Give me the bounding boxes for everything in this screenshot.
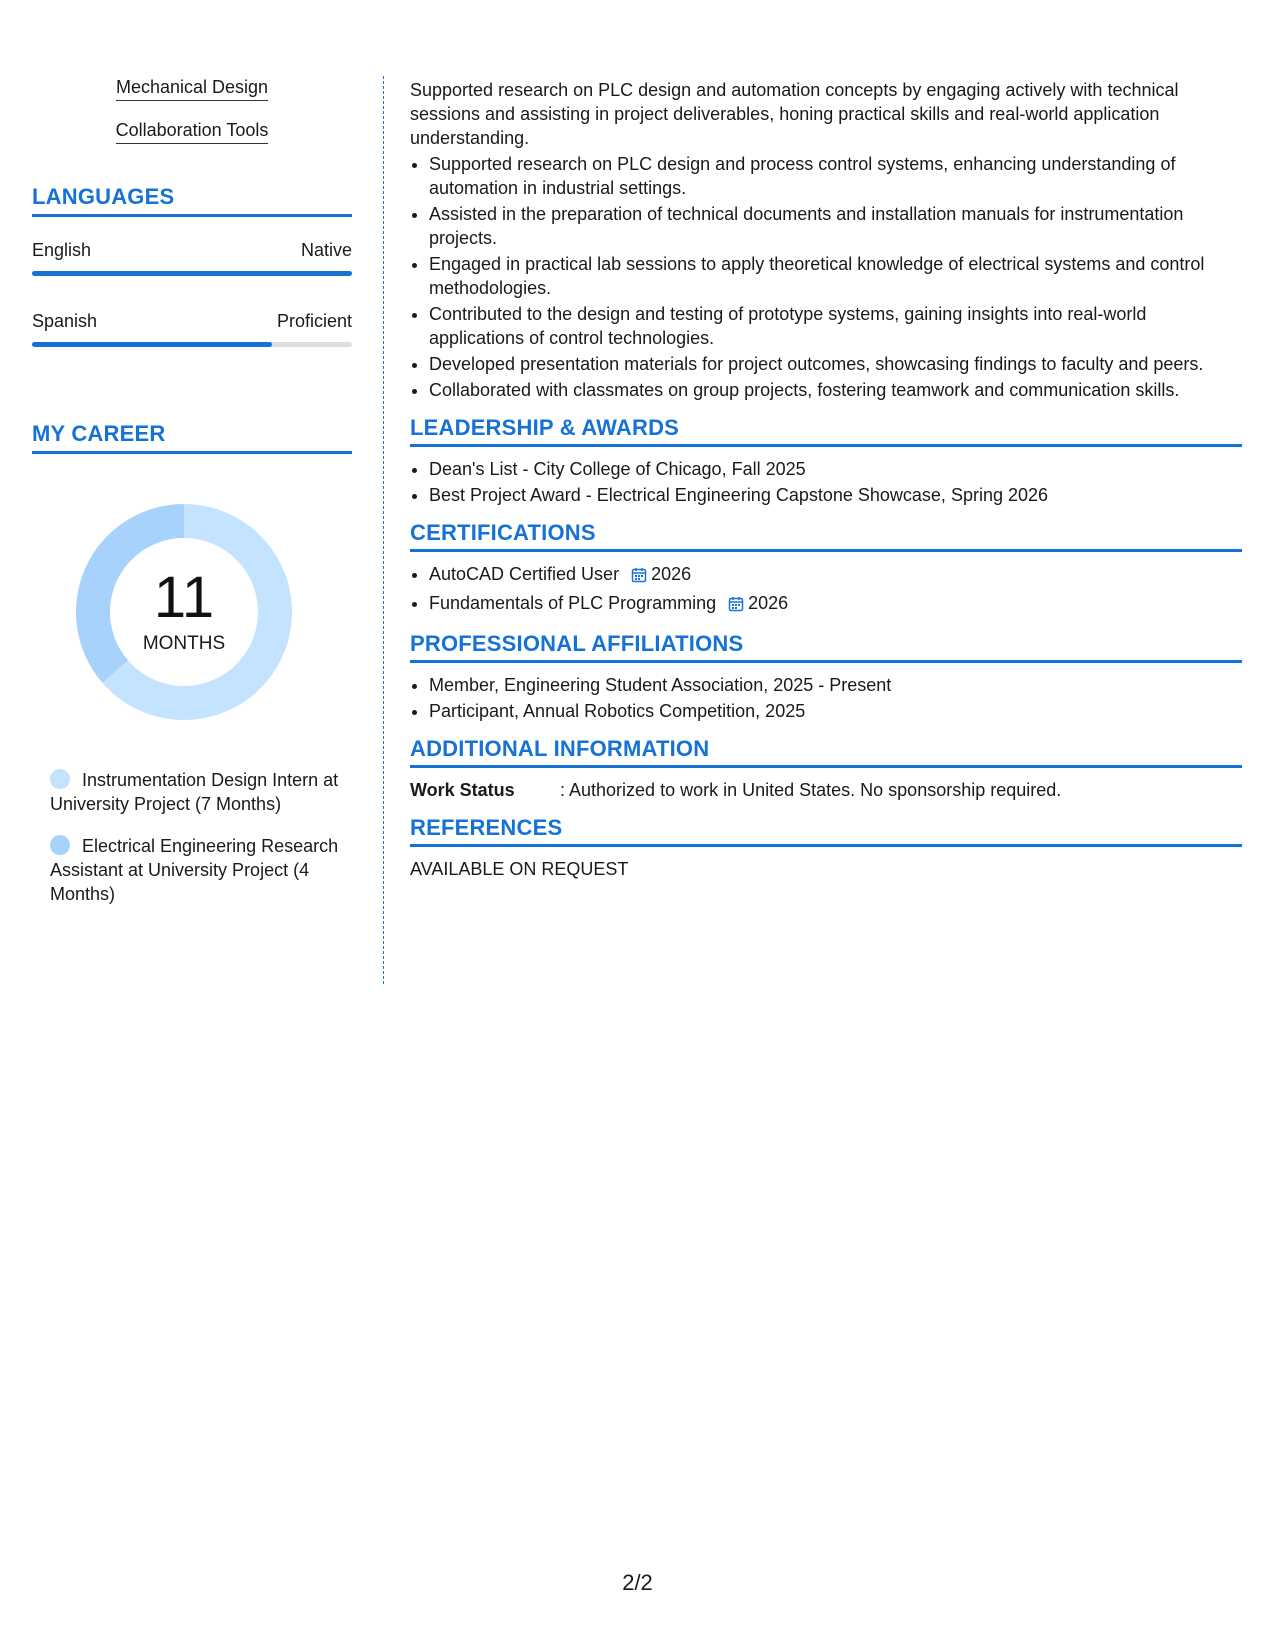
list-item: • Participant, Annual Robotics Competition, 2025 [429,699,1242,723]
skill-item: Mechanical Design [116,76,268,101]
language-name: English [32,240,92,260]
references-section [410,816,1242,881]
section-title: ADDITIONAL INFORMATION [410,737,1242,768]
career-legend [50,768,340,906]
certification-name: AutoCAD Certified User [429,564,620,584]
list-item: • Member, Engineering Student Association, 2025 - Present [429,673,1242,697]
calendar-icon [631,565,647,589]
right-column [410,78,1242,881]
legend-item [50,768,340,816]
list-item: • Best Project Award - Electrical Engineering Capstone Showcase, Spring 2026 [429,483,1242,507]
legend-dot [50,835,70,855]
career-total-unit: MONTHS [142,633,226,654]
list-item: • Assisted in the preparation of technical documents and installation manuals for instrumentation projects. [429,202,1242,250]
certification-year: 2026 [748,593,789,613]
legend-label: Electrical Engineering Research Assistant at University Project (4 Months) [50,836,339,904]
list-item: • Engaged in practical lab sessions to apply theoretical knowledge of electrical systems and control methodologies. [429,252,1242,300]
section-title: LEADERSHIP & AWARDS [410,416,1242,447]
language-level: Native [300,240,352,260]
section-title: PROFESSIONAL AFFILIATIONS [410,632,1242,663]
languages-section [32,184,352,347]
legend-item [50,834,340,906]
work-status-value: : Authorized to work in United States. No sponsorship required. [560,780,1062,800]
experience-block [410,78,1242,402]
language-row [32,239,352,276]
career-total-value: 11 [153,565,215,630]
page-number: 2/2 [622,1570,653,1595]
left-column [32,76,352,924]
section-title: CERTIFICATIONS [410,521,1242,552]
experience-summary: Supported research on PLC design and automation concepts by engaging actively with technical sessions and assisting in project deliverables, honing practical skills and real-world application understanding. [410,80,1179,148]
list-item [429,562,1242,589]
work-status-row [410,778,1242,802]
section-title: MY CAREER [32,421,352,454]
section-title: REFERENCES [410,816,1242,847]
legend-dot [50,769,70,789]
list-item [429,591,1242,618]
language-bar [32,271,352,276]
language-row [32,310,352,347]
certification-name: Fundamentals of PLC Programming [429,593,717,613]
language-bar [32,342,352,347]
list-item: • Collaborated with classmates on group projects, fostering teamwork and communication skills. [429,378,1242,402]
list-item: • Dean's List - City College of Chicago, Fall 2025 [429,457,1242,481]
certifications-section [410,521,1242,618]
section-title: LANGUAGES [32,184,352,217]
list-item: • Contributed to the design and testing of prototype systems, gaining insights into real-world applications of control technologies. [429,302,1242,350]
leadership-section [410,416,1242,507]
experience-bullets [410,152,1242,402]
calendar-icon [728,594,744,618]
work-status-label: Work Status [410,780,515,800]
list-item: • Developed presentation materials for project outcomes, showcasing findings to faculty and peers. [429,352,1242,376]
language-level: Proficient [276,311,352,331]
references-text: AVAILABLE ON REQUEST [410,859,629,879]
additional-info-section [410,737,1242,802]
legend-label: Instrumentation Design Intern at University Project (7 Months) [50,770,339,814]
language-bar-fill [32,342,272,347]
column-divider [383,76,384,984]
career-section [32,421,352,906]
certification-year: 2026 [651,564,692,584]
language-bar-fill [32,271,352,276]
language-name: Spanish [32,311,98,331]
career-donut-chart [64,492,304,732]
affiliations-section [410,632,1242,723]
skill-item: Collaboration Tools [116,119,269,144]
list-item: • Supported research on PLC design and process control systems, enhancing understanding of automation in industrial settings. [429,152,1242,200]
